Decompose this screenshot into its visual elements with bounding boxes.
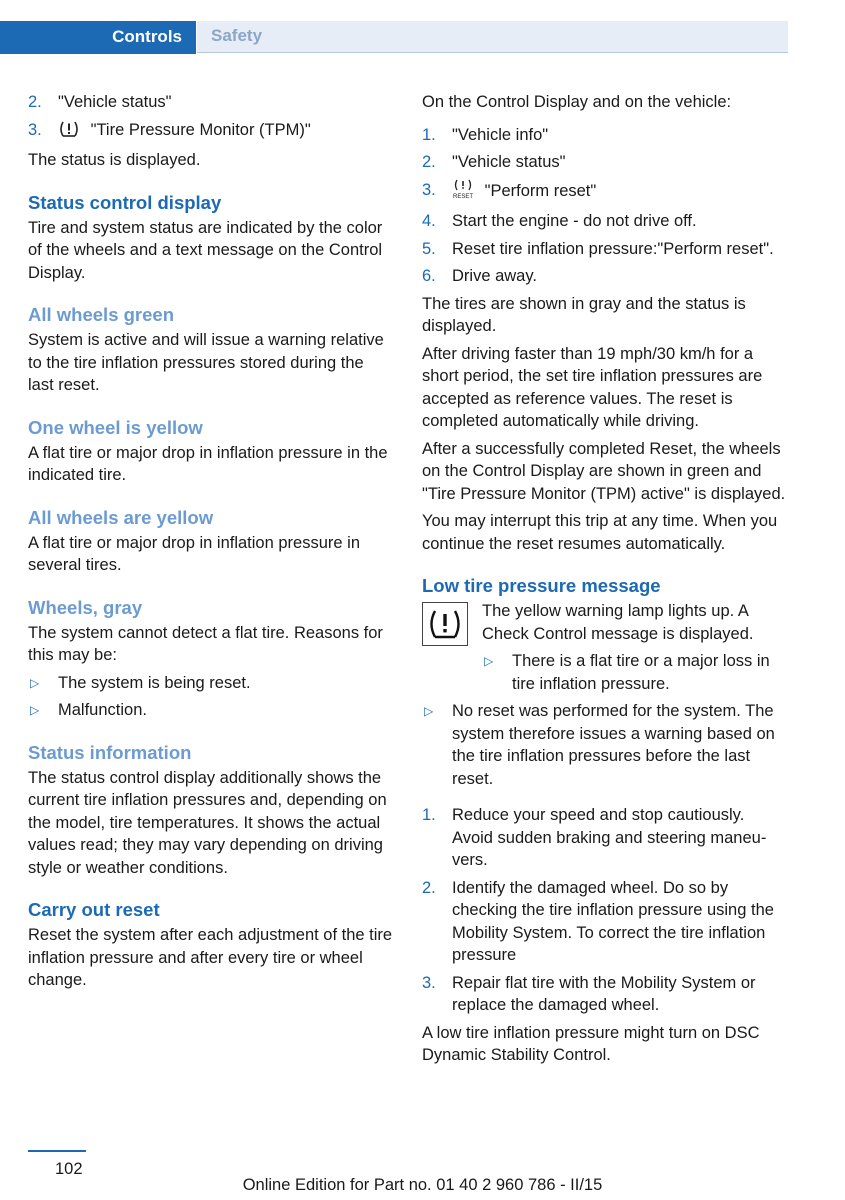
step-item	[422, 238, 788, 261]
step-item	[422, 124, 788, 147]
step-text: Repair flat tire with the Mobility System or replace the damaged wheel.	[452, 973, 756, 1014]
heading-one-wheel-yellow: One wheel is yellow	[28, 416, 203, 438]
bullet-item	[28, 699, 393, 722]
step-text: "Perform reset"	[484, 181, 597, 200]
paragraph: After driving faster than 19 mph/30 km/h for a short period, the set tire inflation pressures are accepted as reference values. The reset is completed automatically while driving.	[422, 344, 763, 430]
step-text: Start the engine - do not drive off.	[452, 212, 697, 230]
bullet-triangle-icon: ▷	[30, 703, 40, 717]
step-item	[422, 804, 788, 872]
tpm-warning-lamp-icon	[422, 602, 468, 646]
list-item	[28, 119, 393, 145]
heading-status-information: Status information	[28, 741, 192, 763]
paragraph: After a successfully completed Reset, the wheels on the Control Display are shown in green and "Tire Pressure Monitor (TPM) active" is displayed.	[422, 439, 786, 503]
list-text: "Vehicle status"	[58, 93, 172, 111]
tpm-reset-icon	[452, 179, 474, 206]
step-item	[422, 877, 788, 967]
bullet-text: There is a flat tire or a major loss in tire inflation pressure.	[512, 652, 770, 693]
step-text: "Vehicle info"	[452, 125, 549, 144]
heading-all-wheels-green: All wheels green	[28, 304, 174, 325]
edition-text: Online Edition for Part no. 01 40 2 960 786 - II/15	[242, 1176, 603, 1194]
warning-text: The yellow warning lamp lights up. A Check Control message is displayed.	[482, 602, 754, 643]
list-item	[28, 91, 393, 114]
paragraph: A flat tire or major drop in inflation pressure in the indicated tire.	[28, 443, 388, 484]
heading-carry-out-reset: Carry out reset	[28, 899, 160, 920]
step-number: 4.	[422, 212, 436, 230]
bullet-item	[28, 672, 393, 695]
tab-controls[interactable]: Controls	[0, 21, 196, 54]
heading-status-control-display: Status control display	[28, 191, 222, 213]
step-text: Identify the damaged wheel. Do so by checking the tire inflation pressure using the Mobility System. To correct the tire inflation pressure	[452, 878, 774, 964]
intro-text: On the Control Display and on the vehicle:	[422, 93, 732, 111]
paragraph: You may interrupt this trip at any time. When you continue the reset resumes automatically.	[422, 512, 778, 553]
step-text: Reduce your speed and stop cautiously. Avoid sudden braking and steering maneuvers.	[452, 806, 767, 869]
step-number: 3.	[422, 973, 436, 992]
paragraph: The tires are shown in gray and the status is displayed.	[422, 294, 746, 335]
heading-wheels-gray: Wheels, gray	[28, 596, 143, 618]
left-column	[28, 91, 393, 997]
paragraph: System is active and will issue a warning relative to the tire inflation pressures stored during the last reset.	[28, 331, 384, 394]
svg-text:RESET: RESET	[452, 193, 474, 199]
right-column	[422, 91, 788, 1072]
step-number: 1.	[422, 806, 436, 824]
step-number: 2.	[422, 878, 436, 897]
step-text: Reset tire inflation pressure:"Perform reset".	[452, 239, 774, 258]
heading-low-tire-pressure: Low tire pressure message	[422, 575, 661, 596]
warning-block	[422, 600, 788, 695]
paragraph: A flat tire or major drop in inflation pressure in several tires.	[28, 533, 360, 574]
step-number: 5.	[422, 239, 436, 258]
list-text: "Tire Pressure Monitor (TPM)"	[90, 120, 311, 139]
bullet-text: Malfunction.	[58, 701, 147, 719]
paragraph: Reset the system after each adjustment of the tire inflation pressure and after every tire or wheel change.	[28, 926, 393, 989]
step-number: 1.	[422, 125, 436, 144]
step-text: "Vehicle status"	[452, 153, 566, 171]
paragraph: The status control display additionally shows the current tire inflation pressures and, depending on the model, tire temperatures. It shows the actual values read; they may vary depending on driving style or weather conditions.	[28, 768, 387, 877]
bullet-triangle-icon: ▷	[484, 654, 494, 668]
list-number: 3.	[28, 120, 42, 139]
paragraph: A low tire inflation pressure might turn on DSC Dynamic Stability Control.	[422, 1023, 760, 1064]
step-item	[422, 210, 788, 233]
bullet-text: The system is being reset.	[58, 673, 251, 692]
header-tab-bar	[0, 21, 788, 54]
step-number: 3.	[422, 180, 436, 199]
step-item	[422, 151, 788, 174]
step-number: 6.	[422, 267, 436, 285]
status-displayed-text: The status is displayed.	[28, 151, 201, 169]
bullet-triangle-icon: ▷	[30, 675, 40, 690]
paragraph: The system cannot detect a flat tire. Reasons for this may be:	[28, 623, 383, 664]
step-item	[422, 972, 788, 1017]
bullet-item	[422, 700, 788, 790]
footer-rule	[28, 1150, 86, 1152]
step-text: Drive away.	[452, 267, 537, 285]
page-number: 102	[55, 1160, 83, 1178]
list-number: 2.	[28, 93, 42, 111]
heading-all-wheels-yellow: All wheels are yellow	[28, 506, 214, 528]
step-item	[422, 179, 788, 206]
paragraph: Tire and system status are indicated by the color of the wheels and a text message on the Control Display.	[28, 218, 383, 282]
tab-safety[interactable]: Safety	[197, 21, 788, 53]
bullet-item	[482, 650, 788, 695]
bullet-triangle-icon: ▷	[424, 704, 434, 718]
bullet-text: No reset was performed for the system. The system therefore issues a warning based on the tire inflation pressures before the last reset.	[452, 702, 775, 788]
step-item	[422, 265, 788, 288]
tpm-warning-icon	[58, 120, 80, 145]
step-number: 2.	[422, 153, 436, 171]
